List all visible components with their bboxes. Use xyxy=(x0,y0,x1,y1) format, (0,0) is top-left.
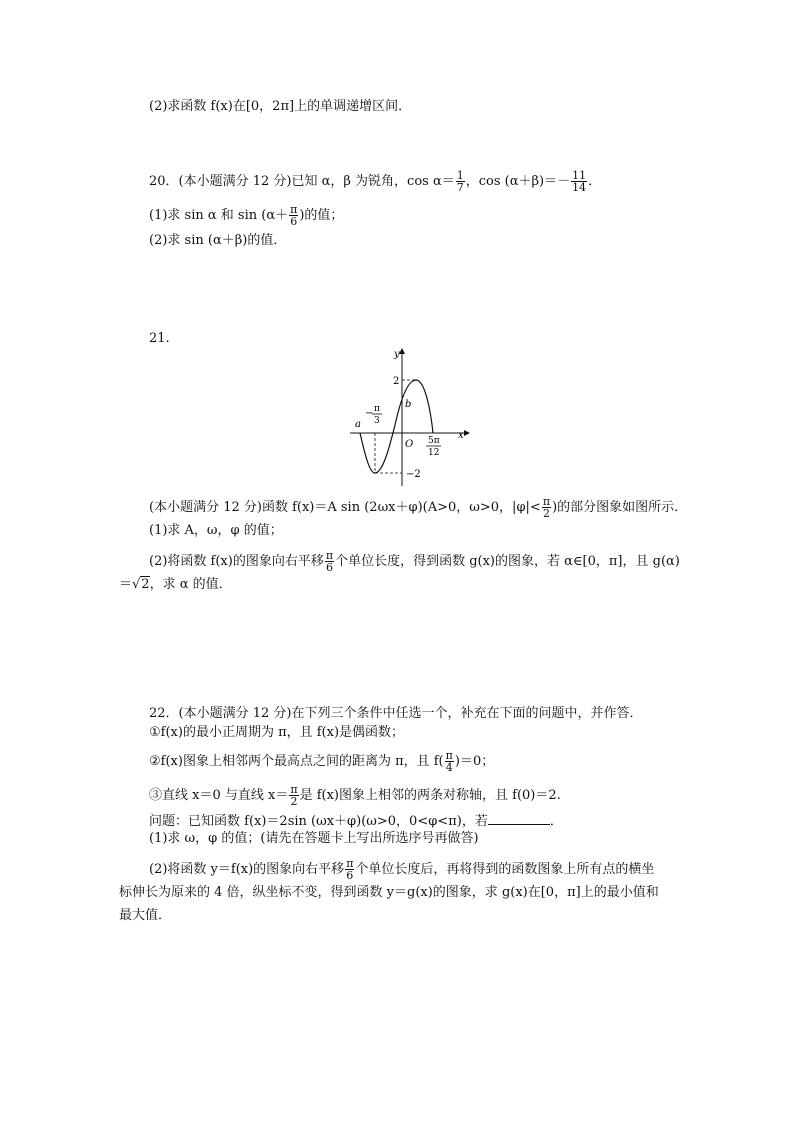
label-b: b xyxy=(405,399,412,410)
y-axis-arrow-icon xyxy=(399,348,405,354)
neg-sign: − xyxy=(365,408,374,419)
q20-mid: ，cos (α＋β)＝－ xyxy=(465,174,571,189)
neg-den: 3 xyxy=(374,416,380,426)
y-min-label: −2 xyxy=(406,469,421,480)
q22-part1: (1)求 ω，φ 的值；(请先在答题卡上写出所选序号再做答) xyxy=(149,831,479,846)
q20-frac2: $\frac{11}{14}$ xyxy=(572,169,587,194)
q22-cond1: ①f(x)的最小正周期为 π，且 f(x)是偶函数； xyxy=(149,725,405,740)
q20-stem xyxy=(149,170,601,193)
q21-p2-frac: $\frac{\pi}{6}$ xyxy=(325,549,334,574)
q20-part2: (2)求 sin (α＋β)的值． xyxy=(149,233,287,248)
answer-blank xyxy=(488,812,550,825)
q22-part2-line3: 最大值． xyxy=(119,908,172,923)
y-axis-label: y xyxy=(394,349,400,360)
q22-problem: 问题：已知函数 f(x)＝2sin (ωx＋φ)(ω>0，0<φ<π)，若 ． xyxy=(149,814,563,829)
q20-tail: ． xyxy=(588,174,602,189)
label-a: a xyxy=(355,419,361,430)
pos-num: 5π xyxy=(428,436,440,446)
x-axis-arrow-icon xyxy=(464,430,470,436)
q20-part1: (1)求 sin α 和 sin (α＋ $\frac{\pi}{6}$ )的值； xyxy=(149,203,344,228)
q21-part1: (1)求 A，ω，φ 的值； xyxy=(149,523,283,538)
sine-curve xyxy=(360,380,433,473)
q21-part2-line2: ＝√2，求 α 的值． xyxy=(119,577,232,592)
neg-num: π xyxy=(374,404,380,414)
q20-head: 20．(本小题满分 12 分)已知 α，β 为锐角，cos α＝ xyxy=(149,174,455,189)
x-axis-label: x xyxy=(458,430,464,441)
q21-stem: (本小题满分 12 分)函数 f(x)＝A sin (2ωx＋φ)(A>0，ω>0，|φ|< $\frac{\pi}{2}$ )的部分图象如图所示． xyxy=(149,495,688,520)
q19-part2: (2)求函数 f(x)在[0，2π]上的单调递增区间． xyxy=(149,99,412,114)
q20-p1-frac: $\frac{\pi}{6}$ xyxy=(290,203,298,228)
origin-label: O xyxy=(405,439,414,450)
q22-cond3: ③直线 x＝0 与直线 x＝ $\frac{\pi}{2}$ 是 f(x)图象上相邻的两条对称轴，且 f(0)＝2. xyxy=(149,783,561,808)
q20-frac1: $\frac{1}{7}$ xyxy=(456,169,464,194)
q21-graph xyxy=(340,340,480,488)
q22-part2-line2: 标伸长为原来的 4 倍，纵坐标不变，得到函数 y＝g(x)的图象，求 g(x)在[0，π]上的最小值和 xyxy=(119,885,659,900)
y-max-label: 2 xyxy=(393,376,400,387)
q22-p2-frac: $\frac{\pi}{6}$ xyxy=(346,857,354,882)
q22-head: 22．(本小题满分 12 分)在下列三个条件中任选一个，补充在下面的问题中，并作答． xyxy=(149,706,643,721)
q21-number: 21. xyxy=(149,331,170,346)
q22-c3-frac: $\frac{\pi}{2}$ xyxy=(290,783,298,808)
q22-cond2: ②f(x)图象上相邻两个最高点之间的距离为 π，且 f( $\frac{\pi}{4}$ )＝0； xyxy=(149,749,495,774)
q21-part2: (2)将函数 f(x)的图象向右平移 $\frac{\pi}{6}$ 个单位长度，得到函数 g(x)的图象，若 α∈[0，π]，且 g(α) xyxy=(149,549,680,574)
q22-c2-frac: $\frac{\pi}{4}$ xyxy=(445,749,453,774)
q22-part2: (2)将函数 y＝f(x)的图象向右平移 $\frac{\pi}{6}$ 个单位长度后，再将得到的函数图象上所有点的横坐 xyxy=(149,857,655,882)
pos-den: 12 xyxy=(428,448,440,458)
q21-stem-frac: $\frac{\pi}{2}$ xyxy=(542,495,551,520)
